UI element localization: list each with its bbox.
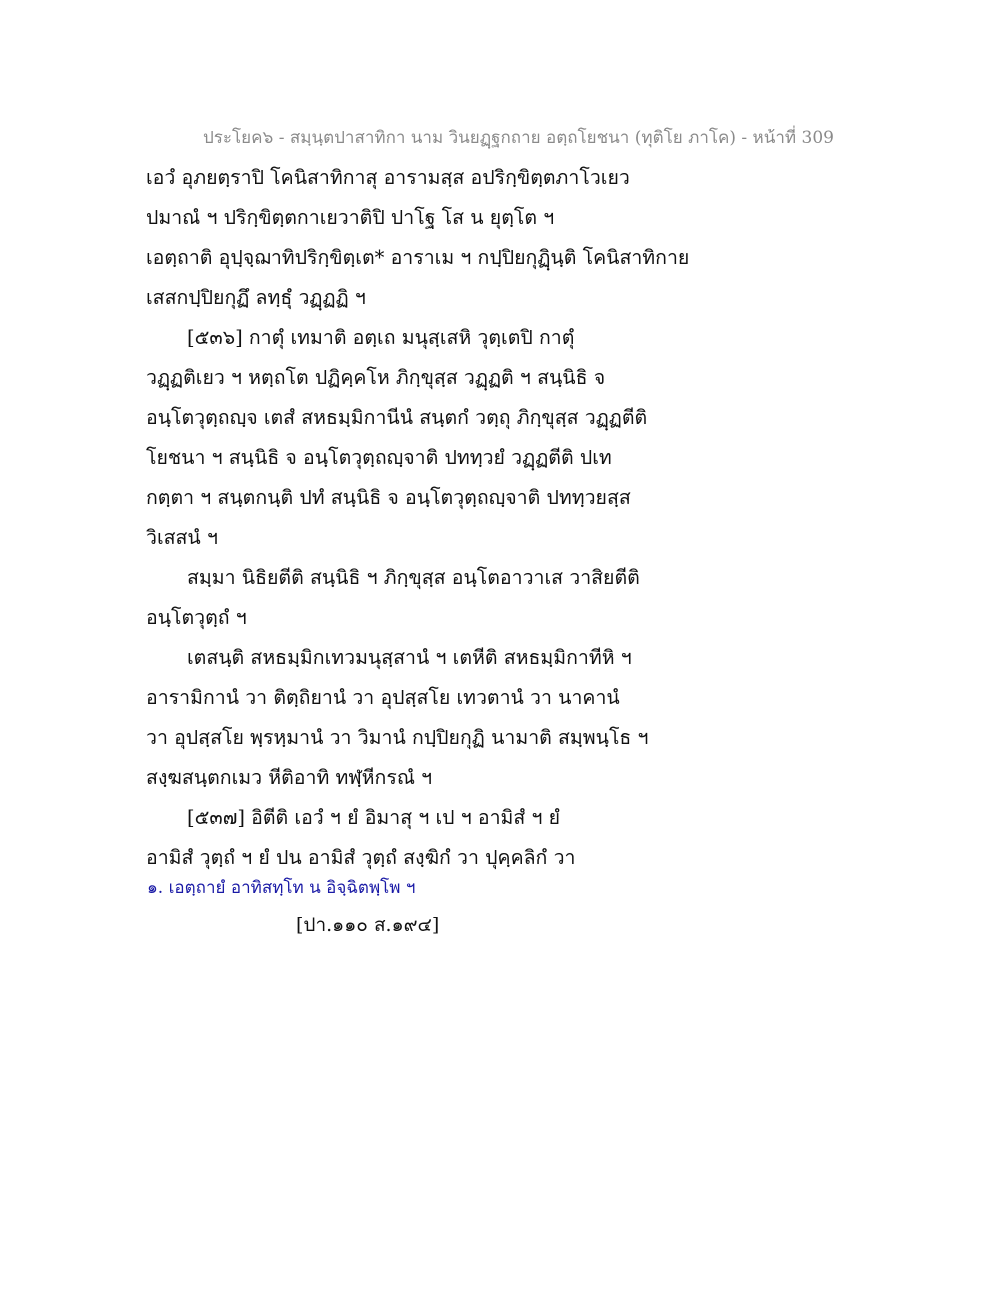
text-line: อนฺโตวุตฺถํ ฯ xyxy=(146,606,247,629)
text-line: อารามิกานํ วา ติตฺถิยานํ วา อุปสฺสโย เทวตานํ วา นาคานํ xyxy=(146,686,620,709)
paragraph-start-line: [๕๓๖] กาตุํ เทมาติ อตฺเถ มนุสฺเสหิ วุตฺเตปิ กาตุํ xyxy=(187,326,575,349)
paragraph-start-line: สมฺมา นิธิยตีติ สนฺนิธิ ฯ ภิกฺขุสฺส อนฺโตอาวาเส วาสิยตีติ xyxy=(187,566,640,589)
paragraph-start-line: [๕๓๗] อิตีติ เอวํ ฯ ยํ อิมาสุ ฯ เป ฯ อามิสํ ฯ ยํ xyxy=(187,806,561,829)
page-reference: [ปา.๑๑๐ ส.๑๙๔] xyxy=(296,914,440,936)
running-header xyxy=(203,124,963,151)
text-line: เสสกปฺปิยกุฏึ ลทฺธุํ วฏฺฏฏิ ฯ xyxy=(146,286,366,309)
paragraph-start-line: เตสนฺติ สหธมฺมิกเทวมนุสฺสานํ ฯ เตหีติ สหธมฺมิกาทีหิ ฯ xyxy=(187,646,632,669)
text-line: อนฺโตวุตฺถญฺจ เตสํ สหธมฺมิกานีนํ สนฺตกํ วตฺถุ ภิกฺขุสฺส วฏฺฏตีติ xyxy=(146,406,648,429)
text-line: สงฺฆสนฺตกเมว หีติอาทิ ทฬฺหีกรณํ ฯ xyxy=(146,766,433,789)
footnote: ๑. เอตฺถายํ อาทิสทฺโท น อิจฺฉิตพฺโพ ฯ xyxy=(147,878,416,898)
running-title: ประโยค๖ - สมฺนฺตปาสาทิกา นาม วินยฏฺฐกถาย อตฺถโยชนา (ทุติโย ภาโค) - หน้าที่ 309 xyxy=(203,128,834,148)
text-line: วิเสสนํ ฯ xyxy=(146,526,218,549)
text-line: เอตฺถาติ อุปฺจฺฌาทิปริกฺขิตฺเต* อาราเม ฯ กปฺปิยกุฏิฺนฺติ โคนิสาทิกาย xyxy=(146,246,690,269)
text-line: ปมาณํ ฯ ปริกฺขิตฺตกาเยวาติปิ ปาโฐ โส น ยุตฺโต ฯ xyxy=(146,206,555,229)
text-line: อามิสํ วุตฺถํ ฯ ยํ ปน อามิสํ วุตฺถํ สงฺฆิกํ วา ปุคฺคลิกํ วา xyxy=(146,846,576,869)
text-line: วฏฺฏติเยว ฯ หตฺถโต ปฏิคฺคโห ภิกฺขุสฺส วฏฺฏติ ฯ สนฺนิธิ จ xyxy=(146,366,606,389)
main-text-block xyxy=(146,158,906,878)
text-line: โยชนา ฯ สนฺนิธิ จ อนฺโตวุตฺถญฺจาติ ปททฺวยํ วฏฺฏตีติ ปเท xyxy=(146,446,612,469)
text-line: วา อุปสฺสโย พฺรหฺมานํ วา วิมานํ กปฺปิยกุฏิ นามาติ สมฺพนฺโธ ฯ xyxy=(146,726,649,749)
text-line: เอวํ อุภยตฺราปิ โคนิสาทิกาสุ อารามสฺส อปริกฺขิตฺตภาโวเยว xyxy=(146,166,630,189)
text-line: กตฺตา ฯ สนฺตกนฺติ ปทํ สนฺนิธิ จ อนฺโตวุตฺถญฺจาติ ปททฺวยสฺส xyxy=(146,486,631,509)
